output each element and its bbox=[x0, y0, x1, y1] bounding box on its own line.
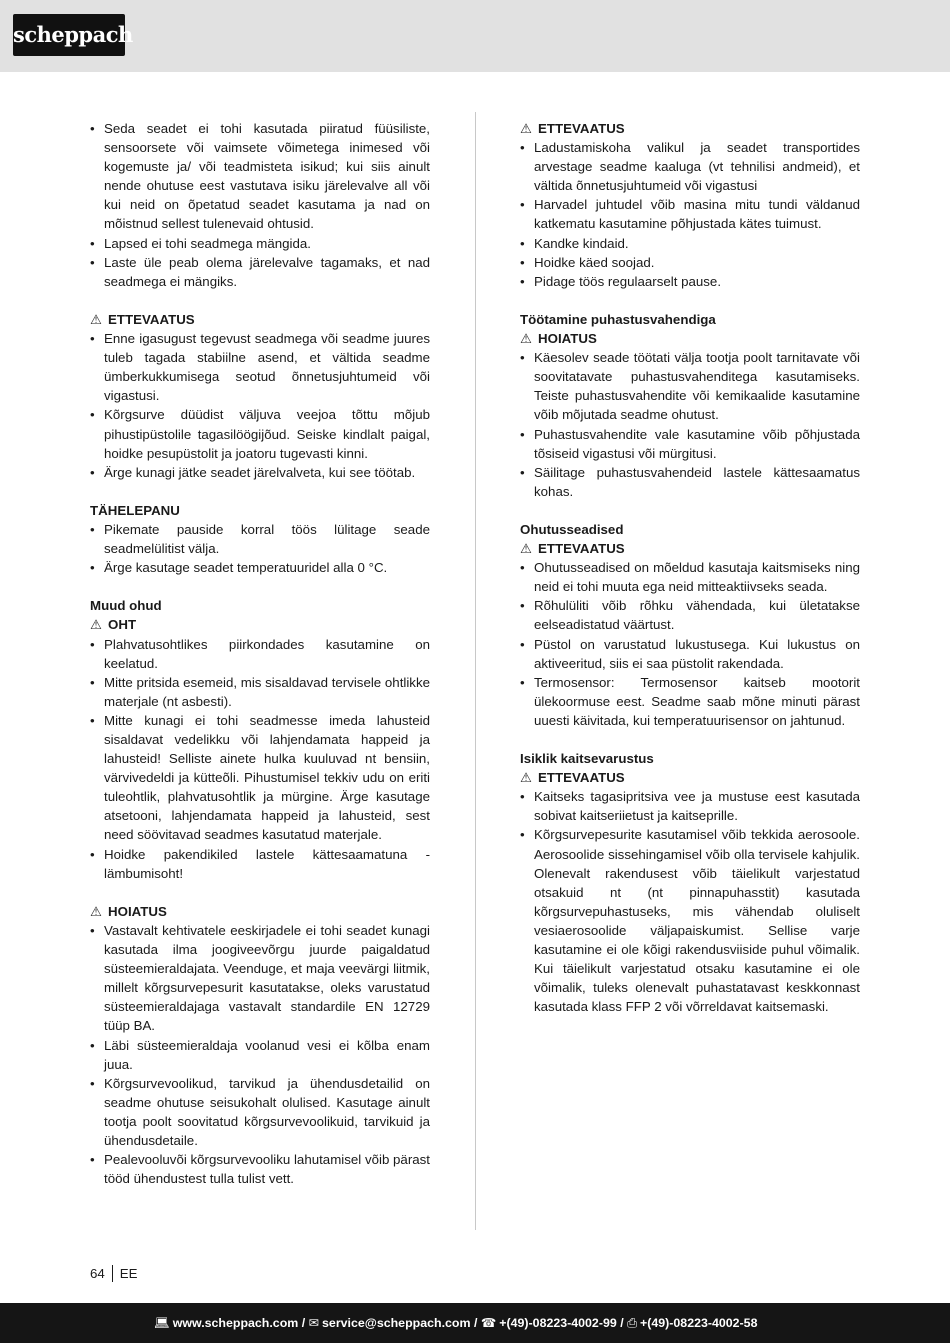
list-item-text: Seda seadet ei tohi kasutada piiratud füüsiliste, sensoorsete või vaimsete võimetega inimesed või kogemuste ja/ või teadmisteta isikud; kui siis ainult nende ohutuse eest vastutava isiku järelevalve all või kui neid on õpetatud seadet kasutama ja nad on mõistnud sellest tulenevaid ohtusid. bbox=[104, 121, 430, 232]
bullet-icon: • bbox=[90, 712, 95, 728]
list-item bbox=[90, 673, 430, 711]
list-item bbox=[520, 558, 860, 596]
envelope-icon: ✉ bbox=[308, 1316, 320, 1330]
bullet-list bbox=[90, 635, 430, 883]
brand-logo: scheppach bbox=[13, 14, 125, 56]
bullet-icon: • bbox=[90, 922, 95, 938]
list-item bbox=[520, 425, 860, 463]
list-item-text: Laste üle peab olema järelevalve tagamaks, et nad seadmega ei mängiks. bbox=[104, 254, 430, 289]
list-item-text: Kandke kindaid. bbox=[534, 235, 629, 251]
list-item-text: Kõrgsurvepesurite kasutamisel võib tekkida aerosoole. Aerosoolide sissehingamisel võib olla tervisele kahjulik. Olenevalt rakendusest võib täielikult varjestatud otsakuid nt (nt pinnapuhasstit) kasutada kõrgsurvepuhastuseks, mis vähendab oluliselt vesiaerosoolide väljapaiskumist. Sellise varje kasutamine ei ole kõigi rakendusviiside puhul võimalik. Kui täielikult varjestatud otsaku kasutamine ei ole võimalik, tuleks olenevalt puhastatavast keskkonnast kasutada klass FFP 2 või võrreldavat kaitsemaski. bbox=[534, 827, 860, 1015]
section-heading bbox=[520, 329, 860, 348]
page-language: EE bbox=[119, 1266, 138, 1281]
list-item-text: Hoidke pakendikiled lastele kättesaamatuna - lämbumisoht! bbox=[104, 846, 430, 881]
section-heading-label: ETTEVAATUS bbox=[538, 770, 625, 786]
list-item bbox=[90, 635, 430, 673]
list-item bbox=[90, 234, 430, 253]
list-item-text: Mitte pritsida esemeid, mis sisaldavad tervisele ohtlikke materjale (nt asbesti). bbox=[104, 674, 430, 709]
bullet-icon: • bbox=[90, 1152, 95, 1168]
list-item bbox=[520, 195, 860, 233]
list-item bbox=[90, 845, 430, 883]
content-section bbox=[90, 119, 430, 291]
list-item bbox=[90, 329, 430, 405]
footer-separator: / bbox=[620, 1316, 624, 1330]
list-item-text: Ladustamiskoha valikul ja seadet transportides arvestage seadme kaaluga (vt tehnilisi andmeid), et vältida õnnetusjuhtumeid või vigastusi bbox=[534, 140, 860, 194]
list-item bbox=[90, 921, 430, 1036]
list-item-text: Rõhulüliti võib rõhku vähendada, kui ületatakse eelseadistatud väärtust. bbox=[534, 598, 860, 633]
list-item bbox=[520, 825, 860, 1016]
footer-phone: +(49)-08223-4002-99 bbox=[499, 1316, 617, 1330]
section-heading bbox=[520, 768, 860, 787]
list-item bbox=[90, 1074, 430, 1150]
list-item-text: Pidage töös regulaarselt pause. bbox=[534, 273, 722, 289]
list-item bbox=[520, 635, 860, 673]
bullet-icon: • bbox=[90, 846, 95, 862]
bullet-icon: • bbox=[90, 464, 95, 480]
list-item bbox=[90, 119, 430, 234]
bullet-icon: • bbox=[520, 254, 525, 270]
list-item bbox=[520, 596, 860, 634]
list-item bbox=[90, 520, 430, 558]
list-item-text: Termosensor: Termosensor kaitseb mootorit ülekoormuse eest. Seadme saab mõne minuti pärast uuesti käivitada, kui temperatuurisensor on jahtunud. bbox=[534, 674, 860, 728]
warning-triangle-icon: ⚠ bbox=[90, 311, 102, 327]
content-section bbox=[90, 501, 430, 577]
bullet-icon: • bbox=[90, 521, 95, 537]
left-column bbox=[90, 119, 430, 1207]
bullet-list bbox=[520, 138, 860, 291]
right-column bbox=[520, 119, 860, 1036]
warning-triangle-icon: ⚠ bbox=[520, 770, 532, 786]
bullet-icon: • bbox=[520, 197, 525, 213]
bullet-icon: • bbox=[90, 636, 95, 652]
list-item-text: Kaitseks tagasipritsiva vee ja mustuse eest kasutada sobivat kaitseriietust ja kaitseprille. bbox=[534, 789, 860, 824]
content-section bbox=[90, 310, 430, 482]
bullet-icon: • bbox=[520, 598, 525, 614]
list-item bbox=[520, 272, 860, 291]
bullet-list bbox=[520, 348, 860, 501]
list-item-text: Läbi süsteemieraldaja voolanud vesi ei kõlba enam juua. bbox=[104, 1037, 430, 1072]
list-item bbox=[520, 253, 860, 272]
section-title: Ohutusseadised bbox=[520, 521, 624, 537]
list-item bbox=[90, 463, 430, 482]
section-heading bbox=[90, 615, 430, 634]
bullet-list bbox=[520, 787, 860, 1016]
bullet-icon: • bbox=[520, 273, 525, 289]
footer-separator: / bbox=[473, 1316, 478, 1330]
list-item bbox=[90, 1036, 430, 1074]
list-item-text: Püstol on varustatud lukustusega. Kui lukustus on aktiveeritud, siis ei saa püstolit rakendada. bbox=[534, 636, 860, 671]
list-item-text: Plahvatusohtlikes piirkondades kasutamine on keelatud. bbox=[104, 636, 430, 671]
bullet-icon: • bbox=[90, 1037, 95, 1053]
bullet-icon: • bbox=[90, 560, 95, 576]
bullet-icon: • bbox=[90, 254, 95, 270]
list-item-text: Ärge kunagi jätke seadet järelvalveta, kui see töötab. bbox=[104, 464, 416, 480]
contact-footer bbox=[0, 1303, 950, 1343]
list-item bbox=[520, 138, 860, 195]
list-item-text: Ohutusseadised on mõeldud kasutaja kaitsmiseks ning neid ei tohi muuta ega neid mitteaktiivseks seada. bbox=[534, 560, 860, 595]
list-item bbox=[520, 463, 860, 501]
bullet-icon: • bbox=[520, 235, 525, 251]
computer-icon: 💻︎ bbox=[154, 1316, 170, 1330]
footer-website[interactable]: www.scheppach.com bbox=[172, 1316, 299, 1330]
list-item-text: Pealevooluvõi kõrgsurvevooliku lahutamisel võib pärast tööd ühendustest tulla tulist vett. bbox=[104, 1152, 430, 1187]
section-heading-label: ETTEVAATUS bbox=[538, 121, 625, 136]
bullet-icon: • bbox=[520, 464, 525, 480]
section-heading bbox=[90, 501, 430, 520]
bullet-icon: • bbox=[520, 636, 525, 652]
bullet-icon: • bbox=[520, 350, 525, 366]
list-item bbox=[520, 673, 860, 730]
footer-fax: +(49)-08223-4002-58 bbox=[640, 1316, 758, 1330]
warning-triangle-icon: ⚠ bbox=[520, 331, 532, 347]
bullet-list bbox=[90, 921, 430, 1188]
list-item-text: Lapsed ei tohi seadmega mängida. bbox=[104, 235, 311, 251]
section-heading bbox=[520, 539, 860, 558]
bullet-list bbox=[520, 558, 860, 730]
warning-triangle-icon: ⚠ bbox=[520, 121, 532, 136]
bullet-icon: • bbox=[520, 426, 525, 442]
list-item bbox=[520, 348, 860, 424]
list-item-text: Kõrgsurve düüdist väljuva veejoa tõttu mõjub pihustipüstolile tagasilöögijõud. Seiske kindlalt paigal, hoidke pesupüstolit ja joatoru tugevasti kinni. bbox=[104, 407, 430, 461]
bullet-list bbox=[90, 520, 430, 577]
column-divider bbox=[475, 112, 476, 1230]
bullet-icon: • bbox=[520, 140, 525, 156]
section-heading bbox=[520, 119, 860, 138]
list-item-text: Enne igasugust tegevust seadmega või seadme juures tuleb tagada stabiilne asend, et vältida seadme ümberkukkumisega seotud õnnetusjuhtumeid või vigastusi. bbox=[104, 331, 430, 404]
content-section bbox=[520, 310, 860, 501]
warning-triangle-icon: ⚠ bbox=[520, 541, 532, 557]
fax-icon: ⎙ bbox=[627, 1316, 638, 1330]
footer-email[interactable]: service@scheppach.com bbox=[322, 1316, 471, 1330]
list-item-text: Puhastusvahendite vale kasutamine võib põhjustada tõsiseid vigastusi või mürgitusi. bbox=[534, 426, 860, 461]
content-section bbox=[520, 119, 860, 291]
bullet-list bbox=[90, 329, 430, 482]
list-item-text: Pikemate pauside korral töös lülitage seade seadmelülitist välja. bbox=[104, 521, 430, 557]
section-heading-label: OHT bbox=[108, 617, 137, 633]
header-band bbox=[0, 0, 950, 72]
section-heading bbox=[90, 310, 430, 329]
section-title: Muud ohud bbox=[90, 598, 162, 614]
footer-separator: / bbox=[301, 1316, 306, 1330]
section-title: Töötamine puhastusvahendiga bbox=[520, 311, 716, 327]
list-item-text: Mitte kunagi ei tohi seadmesse imeda lahusteid sisaldavat vedelikku või lahjendamata happeid ja lahusteid! Selliste ainete hulka kuuluvad nt bensiin, värvivedeldi ja kütteõli. Pihustumisel tekkiv udu on eriti tuleohtlik, plahvatusohtlik ja mürgine. Ärge kasutage atsetooni, lahjendamata happeid ja lahusteid, sest need söövitavad seadmes kasutatud materjale. bbox=[104, 712, 430, 843]
section-heading-label: HOIATUS bbox=[108, 903, 167, 919]
bullet-icon: • bbox=[90, 674, 95, 690]
bullet-icon: • bbox=[90, 331, 95, 347]
bullet-icon: • bbox=[90, 121, 95, 136]
list-item bbox=[90, 711, 430, 845]
bullet-icon: • bbox=[520, 674, 525, 690]
list-item bbox=[520, 234, 860, 253]
bullet-icon: • bbox=[90, 407, 95, 423]
list-item-text: Käesolev seade töötati välja tootja poolt tarnitavate või soovitatavate puhastusvahenditega kasutamiseks. Teiste puhastusvahendite või kemikaalide kasutamine võib mõjutada seadme ohutust. bbox=[534, 350, 860, 423]
section-title: Isiklik kaitsevarustus bbox=[520, 751, 654, 767]
bullet-list bbox=[90, 119, 430, 291]
section-heading bbox=[90, 902, 430, 921]
bullet-icon: • bbox=[520, 789, 525, 805]
warning-triangle-icon: ⚠ bbox=[90, 903, 102, 919]
contact-line bbox=[154, 1303, 757, 1343]
section-heading-label: ETTEVAATUS bbox=[108, 311, 195, 327]
list-item-text: Ärge kasutage seadet temperatuuridel alla 0 °C. bbox=[104, 560, 388, 576]
warning-triangle-icon: ⚠ bbox=[90, 617, 102, 633]
list-item bbox=[90, 405, 430, 462]
content-section bbox=[90, 902, 430, 1188]
list-item-text: Harvadel juhtudel võib masina mitu tundi väldanud katkematu kasutamine põhjustada kätes tuimust. bbox=[534, 197, 860, 232]
list-item bbox=[520, 787, 860, 825]
telephone-icon: ☎ bbox=[480, 1316, 497, 1330]
list-item-text: Säilitage puhastusvahendeid lastele kättesaamatus kohas. bbox=[534, 464, 860, 499]
bullet-icon: • bbox=[90, 235, 95, 251]
page-number: 64 bbox=[90, 1265, 113, 1282]
list-item bbox=[90, 558, 430, 577]
page-footer-number bbox=[90, 1265, 138, 1282]
content-section bbox=[90, 596, 430, 882]
bullet-icon: • bbox=[90, 1075, 95, 1091]
content-section bbox=[520, 749, 860, 1016]
content-section bbox=[520, 520, 860, 730]
bullet-icon: • bbox=[520, 827, 525, 843]
list-item-text: Kõrgsurvevoolikud, tarvikud ja ühendusdetailid on seadme ohutuse seisukohalt olulised. Kasutage ainult tootja poolt soovitatud kõrgsurvevoolikuid, tarvikuid ja ühendusdetaile. bbox=[104, 1075, 430, 1148]
list-item bbox=[90, 253, 430, 291]
section-heading-label: HOIATUS bbox=[538, 331, 597, 347]
list-item-text: Vastavalt kehtivatele eeskirjadele ei tohi seadet kunagi kasutada ilma joogiveevõrgu juurde paigaldatud süsteemieraldajata. Veenduge, et maja veevärgi liitmik, millelt kõrgsurvepesurit kasutatakse, oleks varustatud süsteemieraldajaga vastavalt standardile EN 12729 tüüp BA. bbox=[104, 922, 430, 1034]
bullet-icon: • bbox=[520, 560, 525, 576]
section-heading-label: TÄHELEPANU bbox=[90, 502, 180, 518]
section-heading-label: ETTEVAATUS bbox=[538, 541, 625, 557]
list-item-text: Hoidke käed soojad. bbox=[534, 254, 655, 270]
list-item bbox=[90, 1150, 430, 1188]
